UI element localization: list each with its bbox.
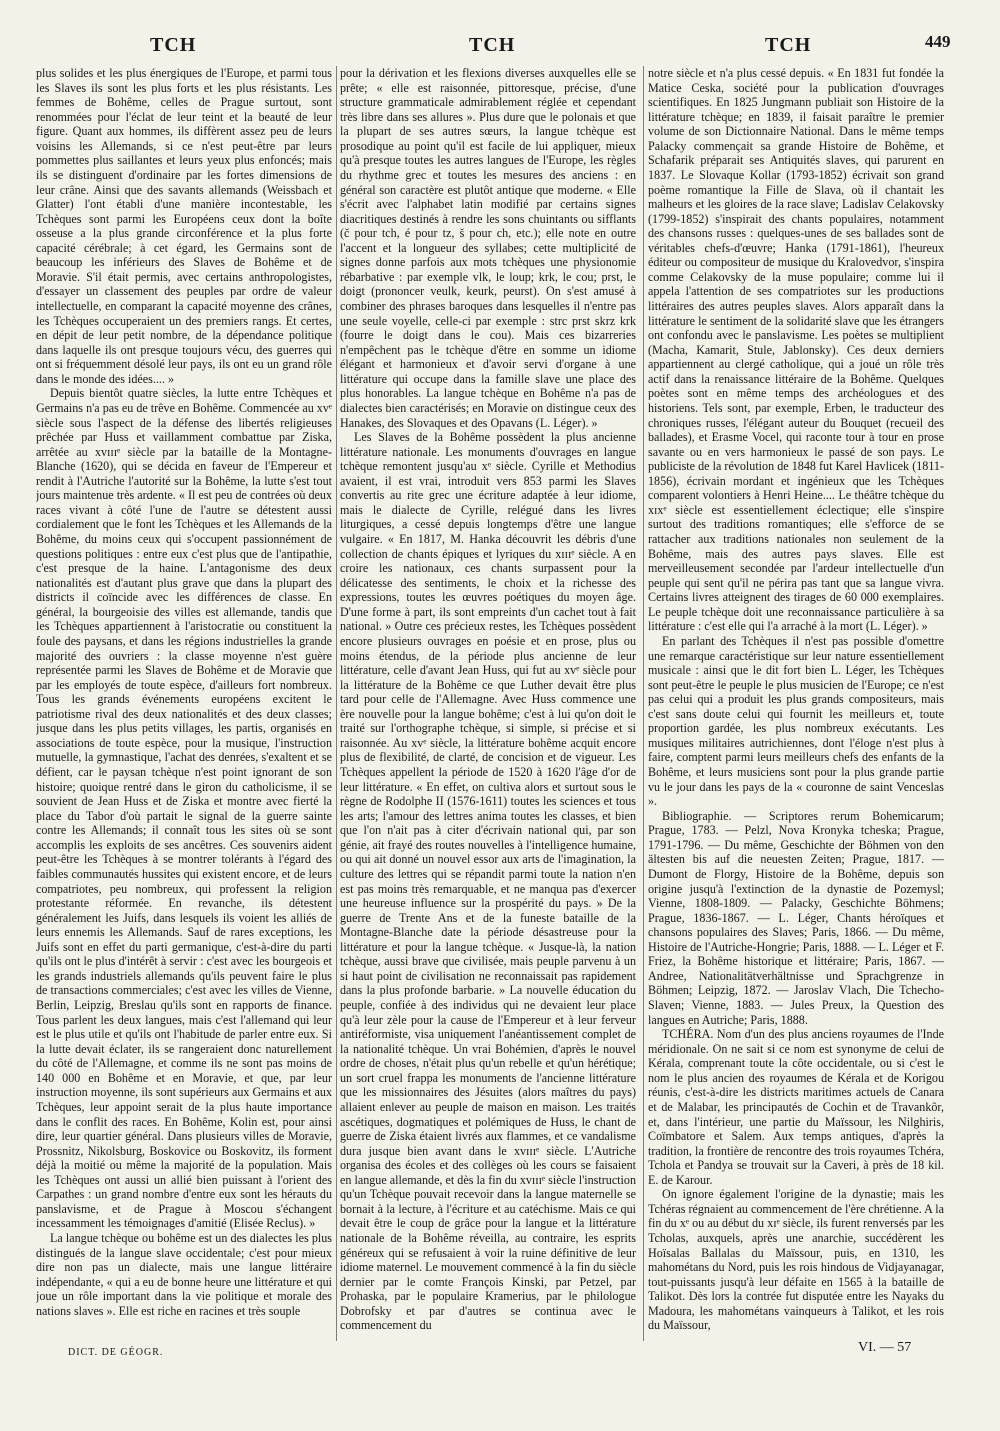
paragraph: Les Slaves de la Bohême possèdent la plus ancienne littérature nationale. Les monuments d'ouvrages en langue tchèque remontent jusqu'au xᵉ siècle. Cyrille et Methodius avaient, il est vrai, introduit vers 853 parmi les Slaves convertis au rite grec une écriture adaptée à leur idiome, mais le dialecte de Cyrille, relégué dans les livres liturgiques, a cessé depuis longtemps d'être une langue vulgaire. « En 1817, M. Hanka découvrit les débris d'une collection de chants épiques et lyriques du xɪɪɪᵉ siècle. A en croire les nationaux, ces chants surpassent pour la délicatesse des sentiments, le choix et la richesse des expressions, toutes les œuvres poétiques du moyen âge. D'une forme à part, ils sont empreints d'un cachet tout à fait national. » Outre ces précieux restes, les Tchèques possèdent encore plusieurs ouvrages en poésie et en prose, plus ou moins étendus, de la période plus ancienne de leur littérature, celle d'avant Jean Huss, qui fut au xvᵉ siècle pour la littérature de la Bohême ce que Luther devait être plus tard pour celle de l'Allemagne. Avec Huss commence une ère nouvelle pour la langue bohême; c'est à lui qu'on doit le traité sur l'orthographe tchèque, si simple, si précise et si raisonnée. Au xvᵉ siècle, la littérature bohême acquit encore plus de flexibilité, de clarté, de concision et de vigueur. Les Tchèques appellent la période de 1520 à 1620 l'âge d'or de leur littérature. « En effet, on cultiva alors et surtout sous le règne de Rodolphe II (1576-1611) toutes les sciences et tous les arts; l'amour des lettres anima toutes les classes, et bien que l'on n'ait pas à citer d'écrivain national qui, par son génie, ait frayé des routes nouvelles à l'intelligence humaine, ou qui ait donné un nouvel essor aux arts de l'imagination, la culture des lettres qui se répandit parmi toute la nation n'en est pas moins très remarquable, et ne manqua pas d'exercer une heureuse influence sur la prospérité du pays. » De la guerre de Trente Ans et de la funeste bataille de la Montagne-Blanche date la période désastreuse pour la littérature et pour la langue tchèque. « Jusque-là, la nation tchèque, aussi brave que civilisée, mais peuple parvenu à un si haut point de civilisation ne reconnaissait pas rapidement dans la plus profonde barbarie. » La nouvelle éducation du peuple, confiée à des individus qui ne devaient leur place qu'à leur zèle pour la cause de l'Empereur et à leur ferveur antiréformiste, visa uniquement l'anéantissement complet de la nationalité tchèque. Un vrai Bohémien, d'après le nouvel ordre de choses, n'était plus qu'un rebelle et qu'un hérétique; un sort cruel frappa les monuments de l'ancienne littérature que les missionnaires des Jésuites (alors maîtres du pays) allaient enlever au peuple de maison en maison. Les traités ascétiques, dogmatiques et polémiques de Huss, le chant de guerre de Ziska étaient livrés aux flammes, et ce vandalisme dura jusque bien avant dans le xvɪɪɪᵉ siècle. L'Autriche organisa des écoles et des collèges où les cours se faisaient en langue allemande, et dès la fin du xvɪɪɪᵉ siècle l'instruction qu'un Tchèque pouvait recevoir dans la langue maternelle se bornait à la lecture, à l'écriture et au catéchisme. Mais ce qui devait être le coup de grâce pour la langue et la littérature nationale de la Bohême réveilla, au contraire, les esprits généreux qui se refusaient à voir la ruine définitive de leur idiome maternel. Le mouvement commencé à la fin du siècle dernier par le comte François Kinski, par Petzel, par Prohaska, par le populaire Kramerius, par le philologue Dobrofsky et par d'autres se continua avec le commencement du [340, 430, 636, 1333]
page-number: 449 [925, 32, 951, 51]
footer-volume-sheet: VI. — 57 [858, 1340, 912, 1355]
paragraph: pour la dérivation et les flexions diverses auxquelles elle se prête; « elle est raisonnée, pittoresque, précise, d'une structure grammaticale admirablement réglée et cependant très libre dans ses allures ». Plus dure que le polonais et que la plupart de ses autres sœurs, la langue tchèque est prosodique au point qu'il est facile de lui appliquer, mieux qu'à presque toutes les autres langues de l'Europe, les règles du rhythme grec et toutes les mesures des anciens : en général son caractère est plutôt antique que moderne. « Elle s'écrit avec l'alphabet latin modifié par certains signes diacritiques destinés à rendre les sons chuintants ou sifflants (č pour tch, é pour tz, š pour ch, etc.); elle note en outre l'accent et la longueur des syllabes; cette multiplicité de signes donne parfois aux mots tchèques une physionomie rébarbative : par exemple vlk, le loup; krk, le cou; prst, le doigt (prononcer veulk, keurk, peurst). On s'est amusé à combiner des phrases baroques dans lesquelles il n'entre pas une seule voyelle, celle-ci par exemple : strc prst skrz krk (fourre le doigt dans le cou). Mais ces bizarreries n'empêchent pas le tchèque d'être en somme un idiome élégant et harmonieux et d'avoir servi d'organe à une littérature qui occupe dans la famille slave une place des plus honorables. La langue tchèque en Bohême n'a pas de dialectes bien caractérisés; en Moravie on distingue ceux des Hanakes, des Slovaques et des Opavans (L. Léger). » [340, 66, 636, 430]
running-head-center: TCH [469, 34, 516, 56]
footer-signature: DICT. DE GÉOGR. [68, 1347, 164, 1358]
running-head-left: TCH [150, 34, 197, 56]
paragraph: En parlant des Tchèques il n'est pas possible d'omettre une remarque caractéristique sur leur nature essentiellement musicale : ainsi que le dit fort bien L. Léger, les Tchèques sont peut-être le peuple le plus musicien de l'Europe; ce n'est pas celui qui a produit les plus grands compositeurs, mais c'est sans doute celui qui fournit les meilleurs et, toute proportion gardée, les plus nombreux exécutants. Les musiques militaires autrichiennes, dont l'éloge n'est plus à faire, comptent parmi leurs meilleurs chefs des enfants de la Bohême, et leurs musiciens sont pour la plus grande partie vu le jour dans les pays de la « couronne de saint Venceslas ». [648, 633, 944, 809]
paragraph: On ignore également l'origine de la dynastie; mais les Tchéras régnaient au commencement de l'ère chrétienne. A la fin du xᵉ ou au début du xɪᵉ siècle, ils furent renversés par les Tcholas, auxquels, après une anarchie, succédèrent les Hoïsalas Ballalas du Maïssour, puis, en 1310, les mahométans du Nord, puis les rois hindous de Vidjayanagar, tout-puissants jusqu'à leur défaite en 1565 à la bataille de Talikot. Dès lors la contrée fut disputée entre les Nayaks du Madoura, les mahométans vainqueurs à Talikot, et les rois du Maïssour, [648, 1187, 944, 1333]
running-head-right: TCH [765, 34, 812, 56]
paragraph: Depuis bientôt quatre siècles, la lutte entre Tchèques et Germains n'a pas eu de trêve en Bohême. Commencée au xvᵉ siècle sous l'aspect de la défense des libertés religieuses prêchée par Huss et vaillamment combattue par Ziska, arrêtée au xvɪɪɪᵉ siècle par la bataille de la Montagne-Blanche (1620), qui se décida en faveur de l'Empereur et rendit à l'Autriche l'autorité sur la Bohême, la lutte s'est tout jours maintenue très ardente. « Il est peu de contrées où deux races vivant à côté l'une de l'autre se détestent aussi cordialement que le font les Tchèques et les Allemands de la Bohême, du moins ceux qui s'occupent passionnément de questions politiques : entre eux c'est plus que de l'antipathie, c'est presque de la haine. L'antagonisme des deux nationalités est d'autant plus grave que dans la plupart des districts il coïncide avec les différences de classe. En général, la bourgeoisie des villes est allemande, tandis que les Tchèques appartiennent à l'aristocratie ou constituent la foule des paysans, et dans les régions industrielles la grande majorité des ouvriers : la classe moyenne n'est guère représentée parmi les Slaves de Bohême et de Moravie que par les employés de toute espèce, d'ailleurs fort nombreux. Tous les grands événements européens excitent le patriotisme rival des deux nationalités et des deux classes; jusque dans les plus petits villages, les partis, organisés en associations de toute espèce, pour la musique, l'instruction mutuelle, la gymnastique, l'achat des denrées, s'exaltent et se défient, car le paysan tchèque n'est point ignorant de son histoire; quoique rentré dans le giron du catholicisme, il se souvient de Jean Huss et de Ziska et montre avec fierté la place du Tabor d'où partait le signal de la guerre sainte contre les Allemands; il connaît tous les sites où se sont accomplis les exploits de ses ancêtres. Ces souvenirs aident peut-être les Tchèques à se montrer tolérants à l'égard des faibles communautés hussites qui existent encore, et de leurs compatriotes, peu nombreux, qui professent la religion protestante réformée. En revanche, ils détestent généralement les Juifs, dans lesquels ils voient les alliés de leurs ennemis les Allemands. Sauf de rares exceptions, les Juifs sont en effet du parti germanique, c'est-à-dire du parti qu'ils ont le plus d'intérêt à servir : c'est avec les bourgeois et les grands industriels allemands qu'ils peuvent faire le plus de transactions commerciales; c'est avec les villes de Vienne, Berlin, Leipzig, Breslau qu'ils sont en rapports de finance. Tous parlent les deux langues, mais c'est l'allemand qui leur est le plus utile et qu'ils ont l'habitude de parler entre eux. Si la lutte devait éclater, ils se rangeraient donc naturellement du côté de l'Allemagne, et comme ils ne sont pas moins de 140 000 en Bohême et en Moravie, et que, par leur instruction moyenne, ils sont supérieurs aux Germains et aux Tchèques, leur appoint serait de la plus haute importance dans le conflit des races. En Bohême, Kolin est, pour ainsi dire, leur quartier général. Dans plusieurs villes de Moravie, Prossnitz, Nikolsburg, Boskovice ou Boskovitz, ils forment déjà la moitié ou même la majorité de la population. Mais les Tchèques ont aussi un allié bien puissant à l'orient des Carpathes : un grand nombre d'entre eux sont les hérauts du panslavisme, et de Prague à Moscou s'échangent incessamment les témoignages d'amitié (Elisée Reclus). » [36, 386, 332, 1231]
text-column-2 [340, 66, 636, 1336]
paragraph: plus solides et les plus énergiques de l'Europe, et parmi tous les Slaves ils sont les plus forts et les plus résistants. Les femmes de Bohême, celles de Prague surtout, sont renommées pour l'éclat de leur teint et la beauté de leur figure. Quant aux hommes, ils diffèrent assez peu de leurs voisins les Allemands, si ce n'est peut-être par leurs pommettes plus saillantes et leurs yeux plus enfoncés; mais ils se distinguent d'ordinaire par les fortes dimensions de leur crâne. Ainsi que des savants allemands (Weissbach et Glatter) l'ont établi d'une manière incontestable, les Tchèques sont parmi les Européens ceux dont la boîte osseuse a la plus grande circonférence et la plus forte capacité cérébrale; à cet égard, les Germains sont de beaucoup les inférieurs des Slaves de Bohême et de Moravie. S'il était permis, avec certains anthropologistes, d'essayer un classement des peuples par ordre de valeur intellectuelle, en comparant la capacité moyenne des crânes, les Tchèques occuperaient un des premiers rangs. Et certes, en dépit de leur petit nombre, de la dépendance politique dans laquelle ils ont presque toujours vécu, des guerres qui ont si fréquemment désolé leur pays, ils ont eu un grand rôle dans le monde des idées.... » [36, 66, 332, 386]
text-column-1 [36, 66, 332, 1336]
paragraph: La langue tchèque ou bohême est un des dialectes les plus distingués de la langue slave occidentale; c'est pour mieux dire non pas un dialecte, mais une langue littéraire indépendante, « qui a eu de bonne heure une littérature et qui joue un rôle important dans la vie politique et morale des nations slaves ». Elle est riche en racines et très souple [36, 1231, 332, 1318]
text-column-3 [648, 66, 944, 1336]
bibliography-paragraph: Bibliographie. — Scriptores rerum Bohemicarum; Prague, 1783. — Pelzl, Nova Kronyka tcheska; Prague, 1791-1796. — Du même, Geschichte der Böhmen von den ältesten bis auf die neuesten Zeiten; Prague, 1817. — Dumont de Florgy, Histoire de la Bohême, depuis son origine jusqu'à l'extinction de la dynastie de Pozemysl; Vienne, 1808-1809. — Palacky, Geschichte Böhmens; Prague, 1836-1867. — L. Léger, Chants héroïques et chansons populaires des Slaves; Paris, 1866. — Du même, Histoire de l'Autriche-Hongrie; Paris, 1888. — L. Léger et F. Friez, la Bohême historique et littéraire; Paris, 1867. — Andree, Nationalitätverhältnisse und Sprachgrenze in Böhmen; Leipzig, 1872. — Jaroslav Vlach, Die Tchecho-Slaven; Vienne, 1883. — Jules Preux, la Question des langues en Autriche; Paris, 1888. [648, 808, 944, 1027]
entry-tchera: TCHÉRA. Nom d'un des plus anciens royaumes de l'Inde méridionale. On ne sait si ce nom est synonyme de celui de Kérala, comprenant toute la côte occidentale, ou si c'est le nom le plus ancien des royaumes de Kérala et de Korigou réunis, c'est-à-dire les districts maritimes actuels de Canara et de Malabar, les principautés de Cochin et de Travankôr, et, dans l'intérieur, une partie du Maïssour, les Nilghiris, Coïmbatore et Salem. Aux temps antiques, d'après la tradition, la frontière de rencontre des trois royaumes Tchéra, Tchola et Pandya se trouvait sur la Caveri, à près de 18 kil. E. de Karour. [648, 1027, 944, 1187]
paragraph: notre siècle et n'a plus cessé depuis. « En 1831 fut fondée la Matice Ceska, société pour la publication d'ouvrages scientifiques. En 1825 Jungmann publiait son Histoire de la littérature tchèque; en 1839, il faisait paraître le premier volume de son Dictionnaire National. Dans le même temps Palacky commençait sa grande Histoire de Bohême, et Schafarik préparait ses Antiquités slaves, qui parurent en 1837. Le Slovaque Kollar (1793-1852) écrivait son grand poème romantique la Fille de Slava, où il chantait les malheurs et les gloires de la race slave; Ladislav Celakovsky (1799-1852) s'inspirait des chants populaires, notamment des chansons russes : quelques-unes de ses ballades sont de véritables chefs-d'œuvre; Hanka (1791-1861), l'heureux éditeur ou compositeur de musique du Kralovedvor, s'inspira comme Celakovsky de la muse populaire; comme lui il appela l'attention de ses compatriotes sur les productions littéraires des autres peuples slaves. Alors apparaît dans la littérature le sentiment de la solidarité slave que les étrangers ont confondu avec le panslavisme. Les poètes se multiplient (Macha, Kamarit, Stule, Jablonsky). Ces deux derniers appartiennent au clergé catholique, qui a joué un rôle très actif dans la renaissance littéraire de la Bohême. Quelques poètes sont en même temps des archéologues et des historiens. Tels sont, par exemple, Erben, le traducteur des chroniques russes, l'élégant auteur du Bouquet (recueil des ballades), et Erasme Vocel, qui raconte tour à tour en prose savante ou en vers harmonieux le passé de son pays. Le publiciste de la révolution de 1848 fut Karel Havlicek (1811-1856), écrivain mordant et ingénieux que les Tchèques comparent volontiers à Henri Heine.... Le théâtre tchèque du xɪxᵉ siècle est essentiellement éclectique; elle s'inspire surtout des traditions romantiques; elle s'efforce de se rattacher aux traditions nationales non seulement de la Bohême, mais des autres pays slaves. Elle est merveilleusement secondée par l'ardeur intellectuelle d'un peuple qui sent qu'il ne périra pas tant que sa langue vivra. Certains livres atteignent des tirages de 60 000 exemplaires. Le peuple tchèque doit une reconnaissance particulière à sa littérature : c'est elle qui l'a arraché à la mort (L. Léger). » [648, 66, 944, 634]
column-rule-1 [336, 66, 337, 1341]
column-rule-2 [643, 66, 644, 1341]
